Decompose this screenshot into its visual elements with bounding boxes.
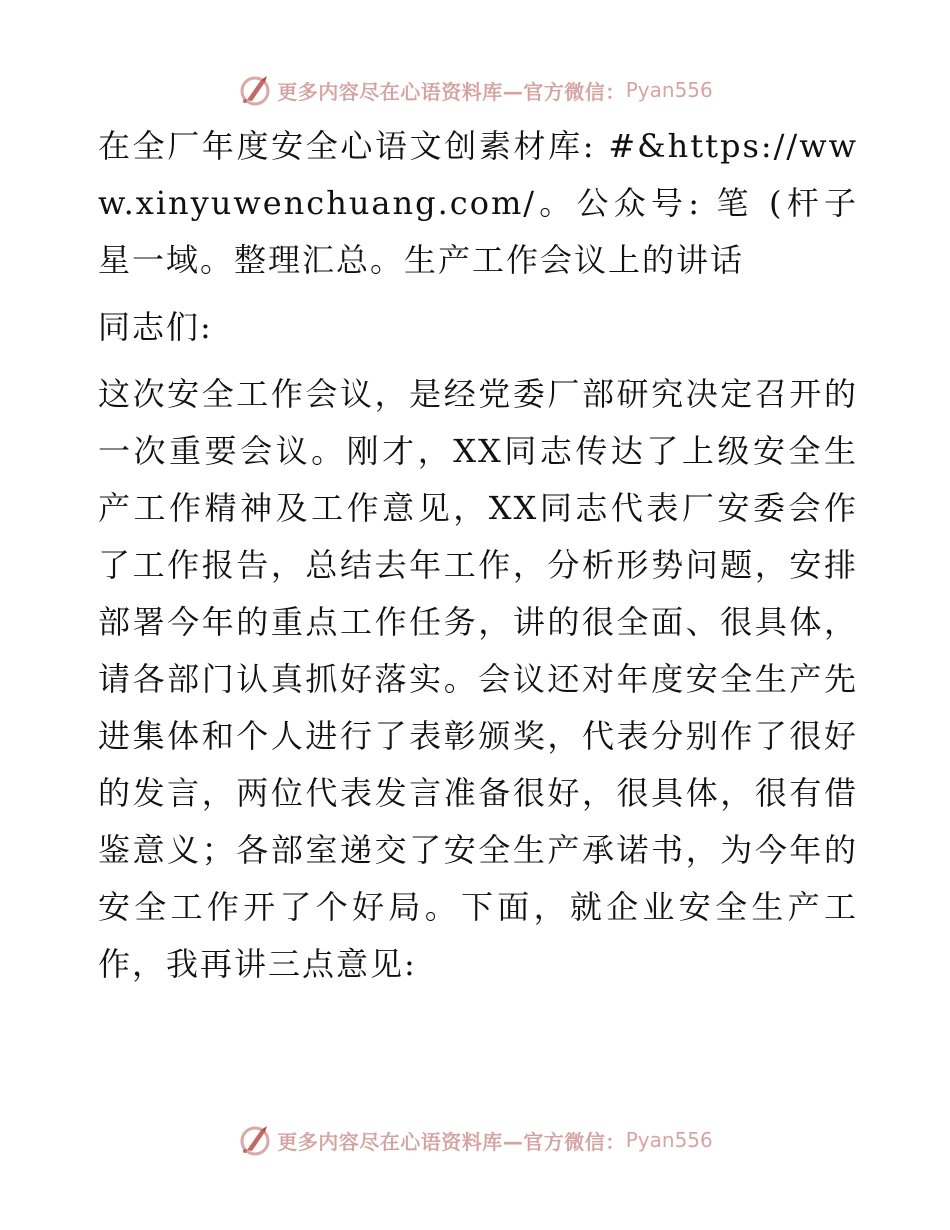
watermark-wechat-id: Pyan556 <box>625 1128 713 1152</box>
watermark-wechat-id: Pyan556 <box>625 78 713 102</box>
quill-pen-logo-icon <box>237 72 273 108</box>
speech-paragraph: 这次安全工作会议，是经党委厂部研究决定召开的一次重要会议。刚才，XX同志传达了上级安全生产工作精神及工作意见，XX同志代表厂安委会作了工作报告，总结去年工作，分析形势问题，安排部署今年的重点工作任务，讲的很全面、很具体，请各部门认真抓好落实。会议还对年度安全生产先进集体和个人进行了表彰颁奖，代表分别作了很好的发言，两位代表发言准备很好，很具体，很有借鉴意义；各部室递交了安全生产承诺书，为今年的安全工作开了个好局。下面，就企业安全生产工作，我再讲三点意见: <box>98 375 858 983</box>
header-watermark <box>0 70 950 110</box>
watermark-text: 更多内容尽在心语资料库—官方微信： <box>277 79 626 104</box>
watermark-text: 更多内容尽在心语资料库—官方微信： <box>277 1129 626 1154</box>
intro-paragraph: 在全厂年度安全心语文创素材库: #&https://www.xinyuwenchuang.com/。公众号: 笔 (杆子星一域。整理汇总。生产工作会议上的讲话 <box>98 127 858 279</box>
footer-watermark <box>0 1120 950 1160</box>
greeting: 同志们: <box>98 308 213 346</box>
quill-pen-logo-icon <box>237 1122 273 1158</box>
document-body <box>98 118 858 993</box>
